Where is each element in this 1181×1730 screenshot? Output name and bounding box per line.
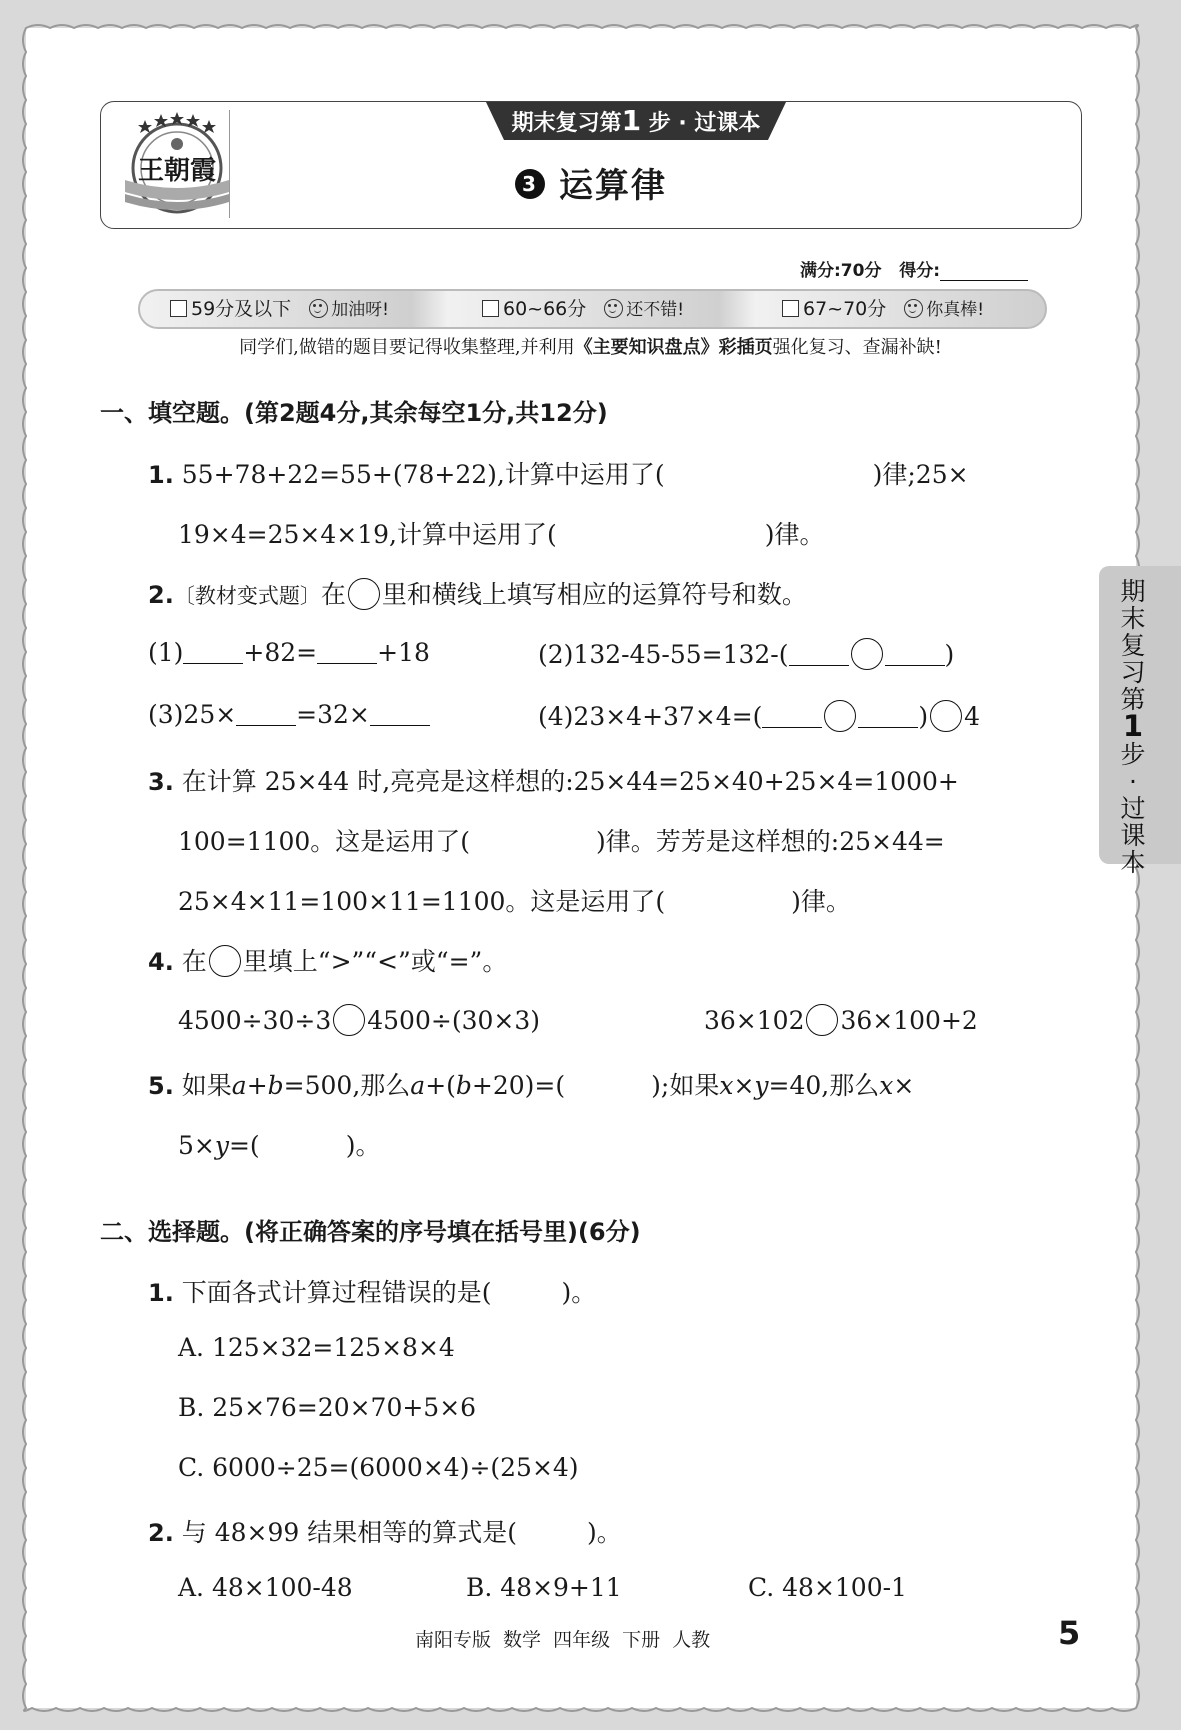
s2-q2-stem [148, 1513, 622, 1549]
s2-q1-stem [148, 1273, 596, 1309]
step-prefix: 期末复习第 [511, 111, 622, 136]
q2-text-a: 在 [320, 580, 346, 609]
blank-line[interactable] [317, 645, 377, 664]
reminder-pre: 同学们,做错的题目要记得收集整理,并利用 [239, 337, 575, 358]
q4-e1-right: 4500÷(30×3) [367, 1006, 540, 1035]
s2-q1-option-a: A. 125×32=125×8×4 [178, 1333, 455, 1362]
q5-p20: +20)=( [471, 1071, 566, 1100]
side-tab-b: 步 · 过 课 本 [1120, 740, 1146, 877]
s2-q1-number: 1. [148, 1279, 174, 1307]
op-plus: + [246, 1071, 268, 1100]
reminder-bold: 《主要知识盘点》彩插页 [574, 337, 773, 358]
section2-title: 二、选择题。(将正确答案的序号填在括号里)(6分) [100, 1218, 641, 1246]
circle-blank[interactable] [930, 700, 962, 732]
s2-q2-option-a: A. 48×100-48 [178, 1573, 353, 1602]
q4-number: 4. [148, 948, 174, 976]
q4-e2-right: 36×100+2 [840, 1006, 978, 1035]
blank-line[interactable] [858, 709, 918, 728]
grade-range: 67~70分 [803, 298, 887, 320]
op-times: × [733, 1071, 755, 1100]
step-banner [496, 104, 776, 141]
s2-q1-stem-b: )。 [561, 1278, 597, 1307]
side-tab-label [1113, 578, 1153, 876]
q2-part1 [148, 638, 430, 667]
q2-p4-close: ) [918, 702, 929, 731]
q5-number: 5. [148, 1072, 174, 1100]
grade-bar [138, 289, 1047, 329]
q3-text-d: 25×4×11=100×11=1100。这是运用了( [178, 887, 666, 916]
grade-range: 59分及以下 [191, 298, 292, 320]
q5-l2b: =( [228, 1131, 260, 1160]
q4-e2-left: 36×102 [704, 1006, 805, 1035]
q5-mid: );如果 [651, 1071, 720, 1100]
step-number: 1 [621, 104, 642, 137]
grade-message: 你真棒! [926, 300, 985, 320]
q5-eq40: =40,那么 [768, 1071, 880, 1100]
side-tab-a: 期 末 复 习 第 [1120, 577, 1146, 714]
circle-blank [348, 578, 380, 610]
q2-p2-text: (2)132-45-55=132-( [538, 640, 789, 669]
q1-text-c: 19×4=25×4×19,计算中运用了( [178, 520, 557, 549]
q5-line2 [178, 1126, 380, 1162]
step-suffix: 步 · 过课本 [648, 111, 761, 136]
var-x: x [719, 1071, 734, 1100]
q2-tag: 〔教材变式题〕 [173, 584, 321, 608]
q3-text-a: 在计算 25×44 时,亮亮是这样想的:25×44=25×40+25×4=1000+ [181, 767, 959, 796]
s2-q2-option-b: B. 48×9+11 [466, 1573, 622, 1602]
q1-text-d: )律。 [764, 520, 825, 549]
q4-text-b: 里填上“>”“<”或“=”。 [242, 947, 508, 976]
q2-p1-text: +82= [243, 638, 318, 667]
var-b: b [267, 1071, 284, 1100]
circle-blank[interactable] [824, 700, 856, 732]
op-times: × [893, 1071, 915, 1100]
s2-q2-stem-b: )。 [587, 1518, 622, 1547]
blank-line[interactable] [885, 647, 945, 666]
got-score-label: 得分: [899, 261, 941, 281]
side-tab-num: 1 [1122, 709, 1144, 743]
section1-title: 一、填空题。(第2题4分,其余每空1分,共12分) [100, 399, 608, 427]
q5-l2a: 5× [178, 1131, 215, 1160]
q2-part3 [148, 700, 430, 729]
compare-circle[interactable] [333, 1004, 365, 1036]
logo-text: 王朝霞 [137, 156, 216, 186]
q5-l2c: )。 [345, 1131, 381, 1160]
blank-line[interactable] [236, 707, 296, 726]
s2-q1-stem-a: 下面各式计算过程错误的是( [181, 1278, 492, 1307]
blank-line[interactable] [789, 647, 849, 666]
s2-q1-option-b: B. 25×76=20×70+5×6 [178, 1393, 477, 1422]
grade-checkbox[interactable] [782, 300, 799, 317]
q4-text-a: 在 [181, 947, 207, 976]
full-score: 满分:70分 [800, 261, 882, 281]
reminder-note [0, 333, 1181, 359]
q1-text-b: )律;25× [872, 460, 969, 489]
q2-part2 [538, 638, 954, 670]
q2-line1 [148, 575, 807, 611]
grade-message: 还不错! [626, 300, 685, 320]
grade-item-3 [782, 295, 984, 324]
s2-q2-stem-a: 与 48×99 结果相等的算式是( [181, 1518, 517, 1547]
var-y: y [214, 1131, 229, 1160]
q4-expr2 [704, 1004, 978, 1036]
title-text: 运算律 [559, 166, 667, 206]
q5-pb: +( [425, 1071, 456, 1100]
q2-text-b: 里和横线上填写相应的运算符号和数。 [381, 580, 807, 609]
grade-range: 60~66分 [503, 298, 587, 320]
s2-q2-number: 2. [148, 1519, 174, 1547]
q5-line1 [148, 1066, 914, 1102]
page-number: 5 [1058, 1614, 1081, 1652]
q1-line2 [178, 515, 825, 551]
q3-text-c: )律。芳芳是这样想的:25×44= [596, 827, 945, 856]
score-line [800, 256, 1028, 281]
page-title [101, 158, 1081, 207]
grade-checkbox[interactable] [482, 300, 499, 317]
circle-blank [209, 945, 241, 977]
q3-line1 [148, 762, 959, 798]
grade-item-2 [482, 295, 684, 324]
circle-blank[interactable] [851, 638, 883, 670]
q3-text-e: )律。 [791, 887, 851, 916]
q2-p1-text-end: +18 [377, 638, 430, 667]
q3-number: 3. [148, 768, 174, 796]
smiley-icon [904, 299, 923, 318]
s2-q1-option-c: C. 6000÷25=(6000×4)÷(25×4) [178, 1453, 579, 1482]
q1-line1 [148, 455, 969, 491]
blank-line[interactable] [762, 709, 822, 728]
footer-info: 南阳专版 数学 四年级 下册 人教 [415, 1629, 711, 1651]
q4-line1 [148, 942, 507, 978]
var-a: a [410, 1071, 426, 1100]
smiley-icon [309, 299, 328, 318]
q3-line3 [178, 882, 851, 918]
blank-line[interactable] [370, 707, 430, 726]
var-x: x [879, 1071, 894, 1100]
q1-number: 1. [148, 461, 174, 489]
q1-text-a: 55+78+22=55+(78+22),计算中运用了( [181, 460, 665, 489]
s2-q2-option-c: C. 48×100-1 [748, 1573, 907, 1602]
var-a: a [231, 1071, 247, 1100]
q2-part4 [538, 700, 980, 732]
q2-p4-end: 4 [964, 702, 981, 731]
grade-checkbox[interactable] [170, 300, 187, 317]
q4-e1-left: 4500÷30÷3 [178, 1006, 332, 1035]
grade-message: 加油呀! [331, 300, 390, 320]
q3-line2 [178, 822, 945, 858]
q2-number: 2. [148, 581, 174, 609]
reminder-post: 强化复习、查漏补缺! [772, 337, 942, 358]
q3-text-b: 100=1100。这是运用了( [178, 827, 471, 856]
q2-p4-text: (4)23×4+37×4=( [538, 702, 763, 731]
q2-p2-text-end: ) [944, 640, 955, 669]
var-b: b [455, 1071, 472, 1100]
got-score-blank[interactable] [940, 264, 1028, 281]
unit-number-badge: 3 [515, 169, 545, 199]
q2-p3-text: (3)25× [148, 700, 237, 729]
q5-eq500: =500,那么 [283, 1071, 411, 1100]
q2-p3-text-mid: =32× [296, 700, 370, 729]
compare-circle[interactable] [806, 1004, 838, 1036]
header-box [100, 101, 1082, 229]
var-y: y [754, 1071, 769, 1100]
q5-text-a: 如果 [181, 1071, 232, 1100]
blank-line[interactable] [183, 645, 243, 664]
smiley-icon [604, 299, 623, 318]
q2-p1-label: (1) [148, 638, 184, 667]
grade-item-1 [170, 295, 389, 324]
q4-expr1 [178, 1004, 540, 1036]
